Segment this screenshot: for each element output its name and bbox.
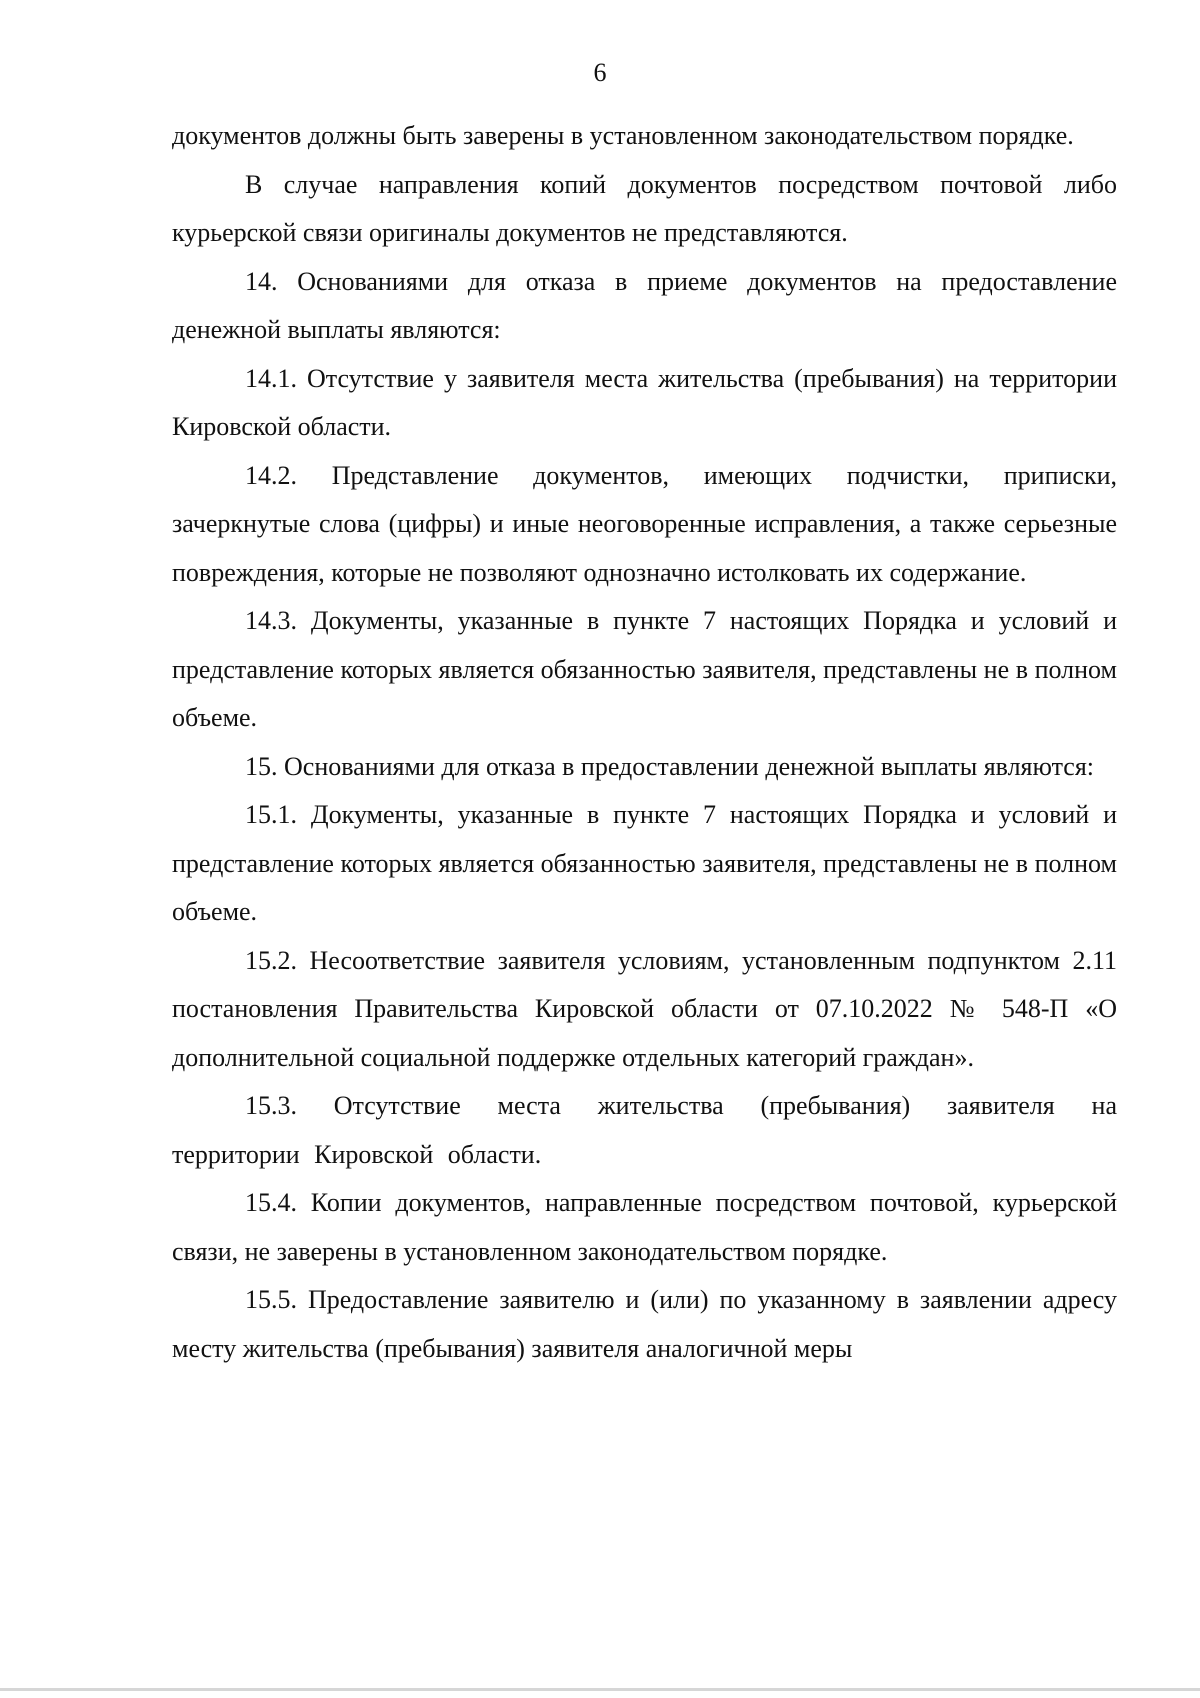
paragraph-15-3: 15.3. Отсутствие места жительства (пребывания) заявителя на территории Кировской области. — [172, 1091, 1117, 1169]
paragraph-14-2: 14.2. Представление документов, имеющих подчистки, приписки, зачеркнутые слова (цифры) и иные неоговоренные исправления, а также серьезные повреждения, которые не позволяют однозначно истолковать их содержание. — [172, 460, 1117, 587]
paragraph-15-1: 15.1. Документы, указанные в пункте 7 настоящих Порядка и условий и представление которых является обязанностью заявителя, представлены не в полном объеме. — [172, 800, 1117, 926]
paragraph-continuation: документов должны быть заверены в установленном законодательством порядке. — [172, 121, 1074, 150]
paragraph-copies-by-post: В случае направления копий документов посредством почтовой либо курьерской связи оригиналы документов не представляются. — [172, 169, 1117, 247]
paragraph-14: 14. Основаниями для отказа в приеме документов на предоставление денежной выплаты являются: — [172, 266, 1117, 344]
page-number: 6 — [593, 58, 607, 87]
paragraph-15-5: 15.5. Предоставление заявителю и (или) по указанному в заявлении адресу месту жительства (пребывания) заявителя аналогичной меры — [172, 1285, 1117, 1363]
paragraph-15: 15. Основаниями для отказа в предоставлении денежной выплаты являются: — [245, 751, 1094, 781]
paragraph-15-2: 15.2. Несоответствие заявителя условиям, установленным подпунктом 2.11 постановления Правительства Кировской области от 07.10.2022 № 548-П «О дополнительной социальной поддержке отдельных категорий граждан». — [172, 945, 1117, 1072]
document-body — [172, 112, 1117, 1373]
paragraph-14-3: 14.3. Документы, указанные в пункте 7 настоящих Порядка и условий и представление которых является обязанностью заявителя, представлены не в полном объеме. — [172, 606, 1117, 732]
scan-bottom-edge — [0, 1688, 1200, 1691]
paragraph-14-1: 14.1. Отсутствие у заявителя места жительства (пребывания) на территории Кировской области. — [172, 363, 1117, 441]
paragraph-15-4: 15.4. Копии документов, направленные посредством почтовой, курьерской связи, не заверены в установленном законодательством порядке. — [172, 1188, 1117, 1266]
